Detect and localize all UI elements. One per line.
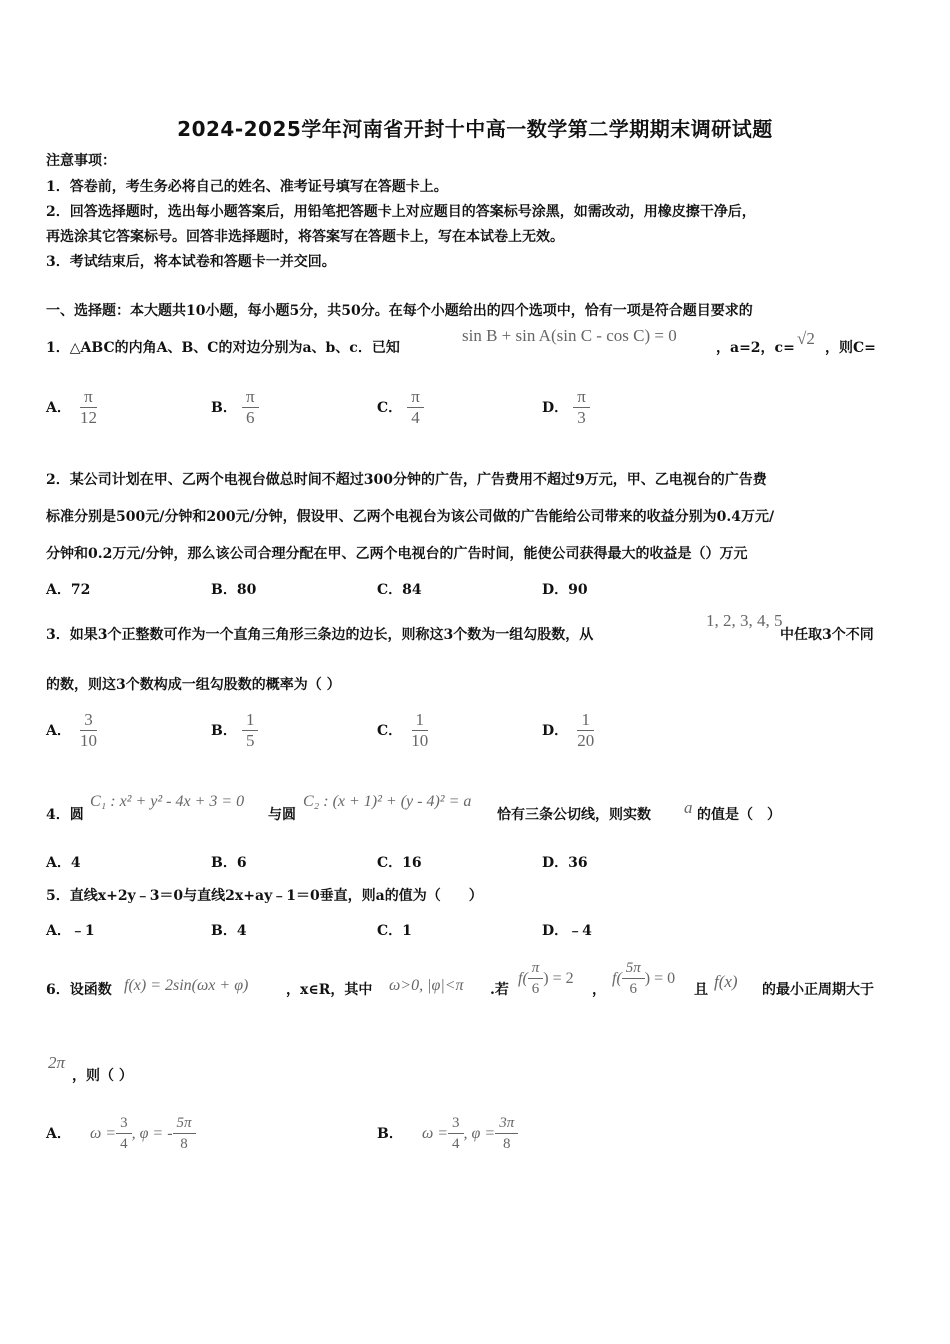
- q2-line-3: 分钟和0.2万元/分钟，那么该公司合理分配在甲、乙两个电视台的广告时间，能使公司获得最大的收益是（）万元: [46, 546, 748, 562]
- q1-option-a[interactable]: [46, 387, 101, 428]
- q6-option-b[interactable]: B． ω = $\frac{3}{4}$ , φ = $\frac{3\pi}{8}$: [377, 1113, 518, 1154]
- q6-condition-f1: f( $\frac{\pi}{6}$ ) = 2: [518, 960, 574, 997]
- q3-set: 1, 2, 3, 4, 5: [706, 611, 783, 630]
- option-label: B．: [377, 1126, 403, 1142]
- q2-option-b[interactable]: B．80: [211, 582, 257, 598]
- notes-item-3: 3．考试结束后，将本试卷和答题卡一并交回。: [46, 254, 336, 270]
- q5-option-c[interactable]: C．1: [377, 923, 412, 939]
- q6-text-d: ，: [592, 982, 606, 998]
- q1-option-c[interactable]: [377, 387, 424, 428]
- q6-line-2-text: ，则（ ）: [72, 1068, 133, 1084]
- option-label: C．: [377, 723, 403, 739]
- option-fraction: $\frac{\pi}{4}$: [407, 387, 424, 428]
- page-title: 2024-2025学年河南省开封十中高一数学第二学期期末调研试题: [177, 117, 773, 141]
- option-fraction: $\frac{1}{10}$: [411, 710, 429, 750]
- notes-item-2-line-1: 2．回答选择题时，选出每小题答案后，用铅笔把答题卡上对应题目的答案标号涂黑，如需改动，用橡皮擦干净后，: [46, 204, 756, 220]
- q4-circle-2: C₂ : (x + 1)² + (y - 4)² = a: [303, 793, 472, 810]
- option-label: B．: [211, 723, 237, 739]
- q4-variable: a: [684, 798, 693, 817]
- q6-text-b: ，x∈R，其中: [286, 982, 373, 998]
- option-fraction: $\frac{\pi}{6}$: [242, 387, 259, 428]
- q1-text-b: ，a=2，c=: [716, 340, 795, 356]
- q5-option-b[interactable]: B．4: [211, 923, 247, 939]
- notes-heading: 注意事项：: [46, 153, 116, 169]
- q6-condition: ω>0, |φ|<π: [389, 977, 464, 994]
- option-label: A．: [46, 1126, 71, 1142]
- question-1: [46, 338, 400, 358]
- option-fraction: $\frac{1}{20}$: [577, 710, 595, 750]
- option-fraction: $\frac{\pi}{3}$: [573, 387, 590, 428]
- option-label: A．: [46, 400, 71, 416]
- q5-option-a[interactable]: A．﹣1: [46, 923, 95, 939]
- q4-option-d[interactable]: D．36: [542, 855, 588, 871]
- notes-item-1: 1．答卷前，考生务必将自己的姓名、准考证号填写在答题卡上。: [46, 179, 448, 195]
- q3-text-a: 3．如果3个正整数可作为一个直角三角形三条边的边长，则称这3个数为一组勾股数，从: [46, 627, 594, 643]
- q1-text-a: △ABC的内角A、B、C的对边分别为a、b、c．已知: [69, 340, 400, 356]
- q5-option-d[interactable]: D．﹣4: [542, 923, 592, 939]
- q3-option-d[interactable]: [542, 710, 598, 751]
- q4-text-d: 的值是（ ）: [697, 807, 781, 823]
- q3-line-2: 的数，则这3个数构成一组勾股数的概率为（ ）: [46, 677, 341, 693]
- q4-option-b[interactable]: B．6: [211, 855, 247, 871]
- q1-option-d[interactable]: [542, 387, 590, 428]
- option-label: D．: [542, 400, 569, 416]
- q4-text-c: 恰有三条公切线，则实数: [497, 807, 651, 823]
- q1-text-c: ，则C=: [825, 340, 876, 356]
- option-label: A．: [46, 723, 71, 739]
- option-fraction: $\frac{1}{5}$: [242, 710, 259, 751]
- notes-item-2-line-2: 再选涂其它答案标号。回答非选择题时，将答案写在答题卡上，写在本试卷上无效。: [46, 229, 564, 245]
- option-label: B．: [211, 400, 237, 416]
- option-label: C．: [377, 400, 403, 416]
- q6-text-a: 6．设函数: [46, 982, 112, 998]
- q4-text-a: 4．圆: [46, 807, 84, 823]
- q1-sqrt: √2: [797, 329, 815, 348]
- q6-function: f(x) = 2sin(ωx + φ): [124, 977, 249, 994]
- q6-condition-f2: f( $\frac{5\pi}{6}$ ) = 0: [612, 960, 676, 997]
- q3-option-a[interactable]: [46, 710, 101, 751]
- q4-circle-1: C₁ : x² + y² - 4x + 3 = 0: [90, 793, 245, 810]
- q2-line-2: 标准分别是500元/分钟和200元/分钟，假设甲、乙两个电视台为该公司做的广告能给公司带来的收益分别为0.4万元/: [46, 509, 775, 525]
- q6-text-c: .若: [490, 982, 509, 998]
- q2-option-c[interactable]: C．84: [377, 582, 422, 598]
- q3-option-b[interactable]: [211, 710, 258, 751]
- option-label: D．: [542, 723, 569, 739]
- q6-fx: f(x): [714, 972, 738, 991]
- q4-option-a[interactable]: A．4: [46, 855, 81, 871]
- q2-line-1: 2．某公司计划在甲、乙两个电视台做总时间不超过300分钟的广告，广告费用不超过9万元，甲、乙电视台的广告费: [46, 472, 767, 488]
- q3-text-b: 中任取3个不同: [780, 627, 874, 643]
- q6-option-a[interactable]: A． ω = $\frac{3}{4}$ , φ = - $\frac{5\pi}{8}$: [46, 1113, 196, 1154]
- q1-option-b[interactable]: [211, 387, 259, 428]
- option-fraction: $\frac{3}{10}$: [79, 710, 97, 750]
- q6-period: 2π: [48, 1053, 66, 1072]
- q1-formula: sin B + sin A(sin C - cos C) = 0: [462, 326, 677, 345]
- q4-text-b: 与圆: [268, 807, 296, 823]
- q5-text: 5．直线x+2y﹣3＝0与直线2x+ay﹣1＝0垂直，则a的值为（ ）: [46, 888, 483, 904]
- q6-text-f: 的最小正周期大于: [762, 982, 874, 998]
- q2-option-a[interactable]: A．72: [46, 582, 91, 598]
- option-fraction: $\frac{\pi}{12}$: [79, 387, 97, 427]
- q6-text-e: 且: [694, 982, 708, 998]
- section-heading: 一、选择题：本大题共10小题，每小题5分，共50分。在每个小题给出的四个选项中，恰有一项是符合题目要求的: [46, 303, 753, 319]
- q3-option-c[interactable]: [377, 710, 432, 751]
- q1-number: 1．: [46, 340, 70, 356]
- q2-option-d[interactable]: D．90: [542, 582, 588, 598]
- q4-option-c[interactable]: C．16: [377, 855, 422, 871]
